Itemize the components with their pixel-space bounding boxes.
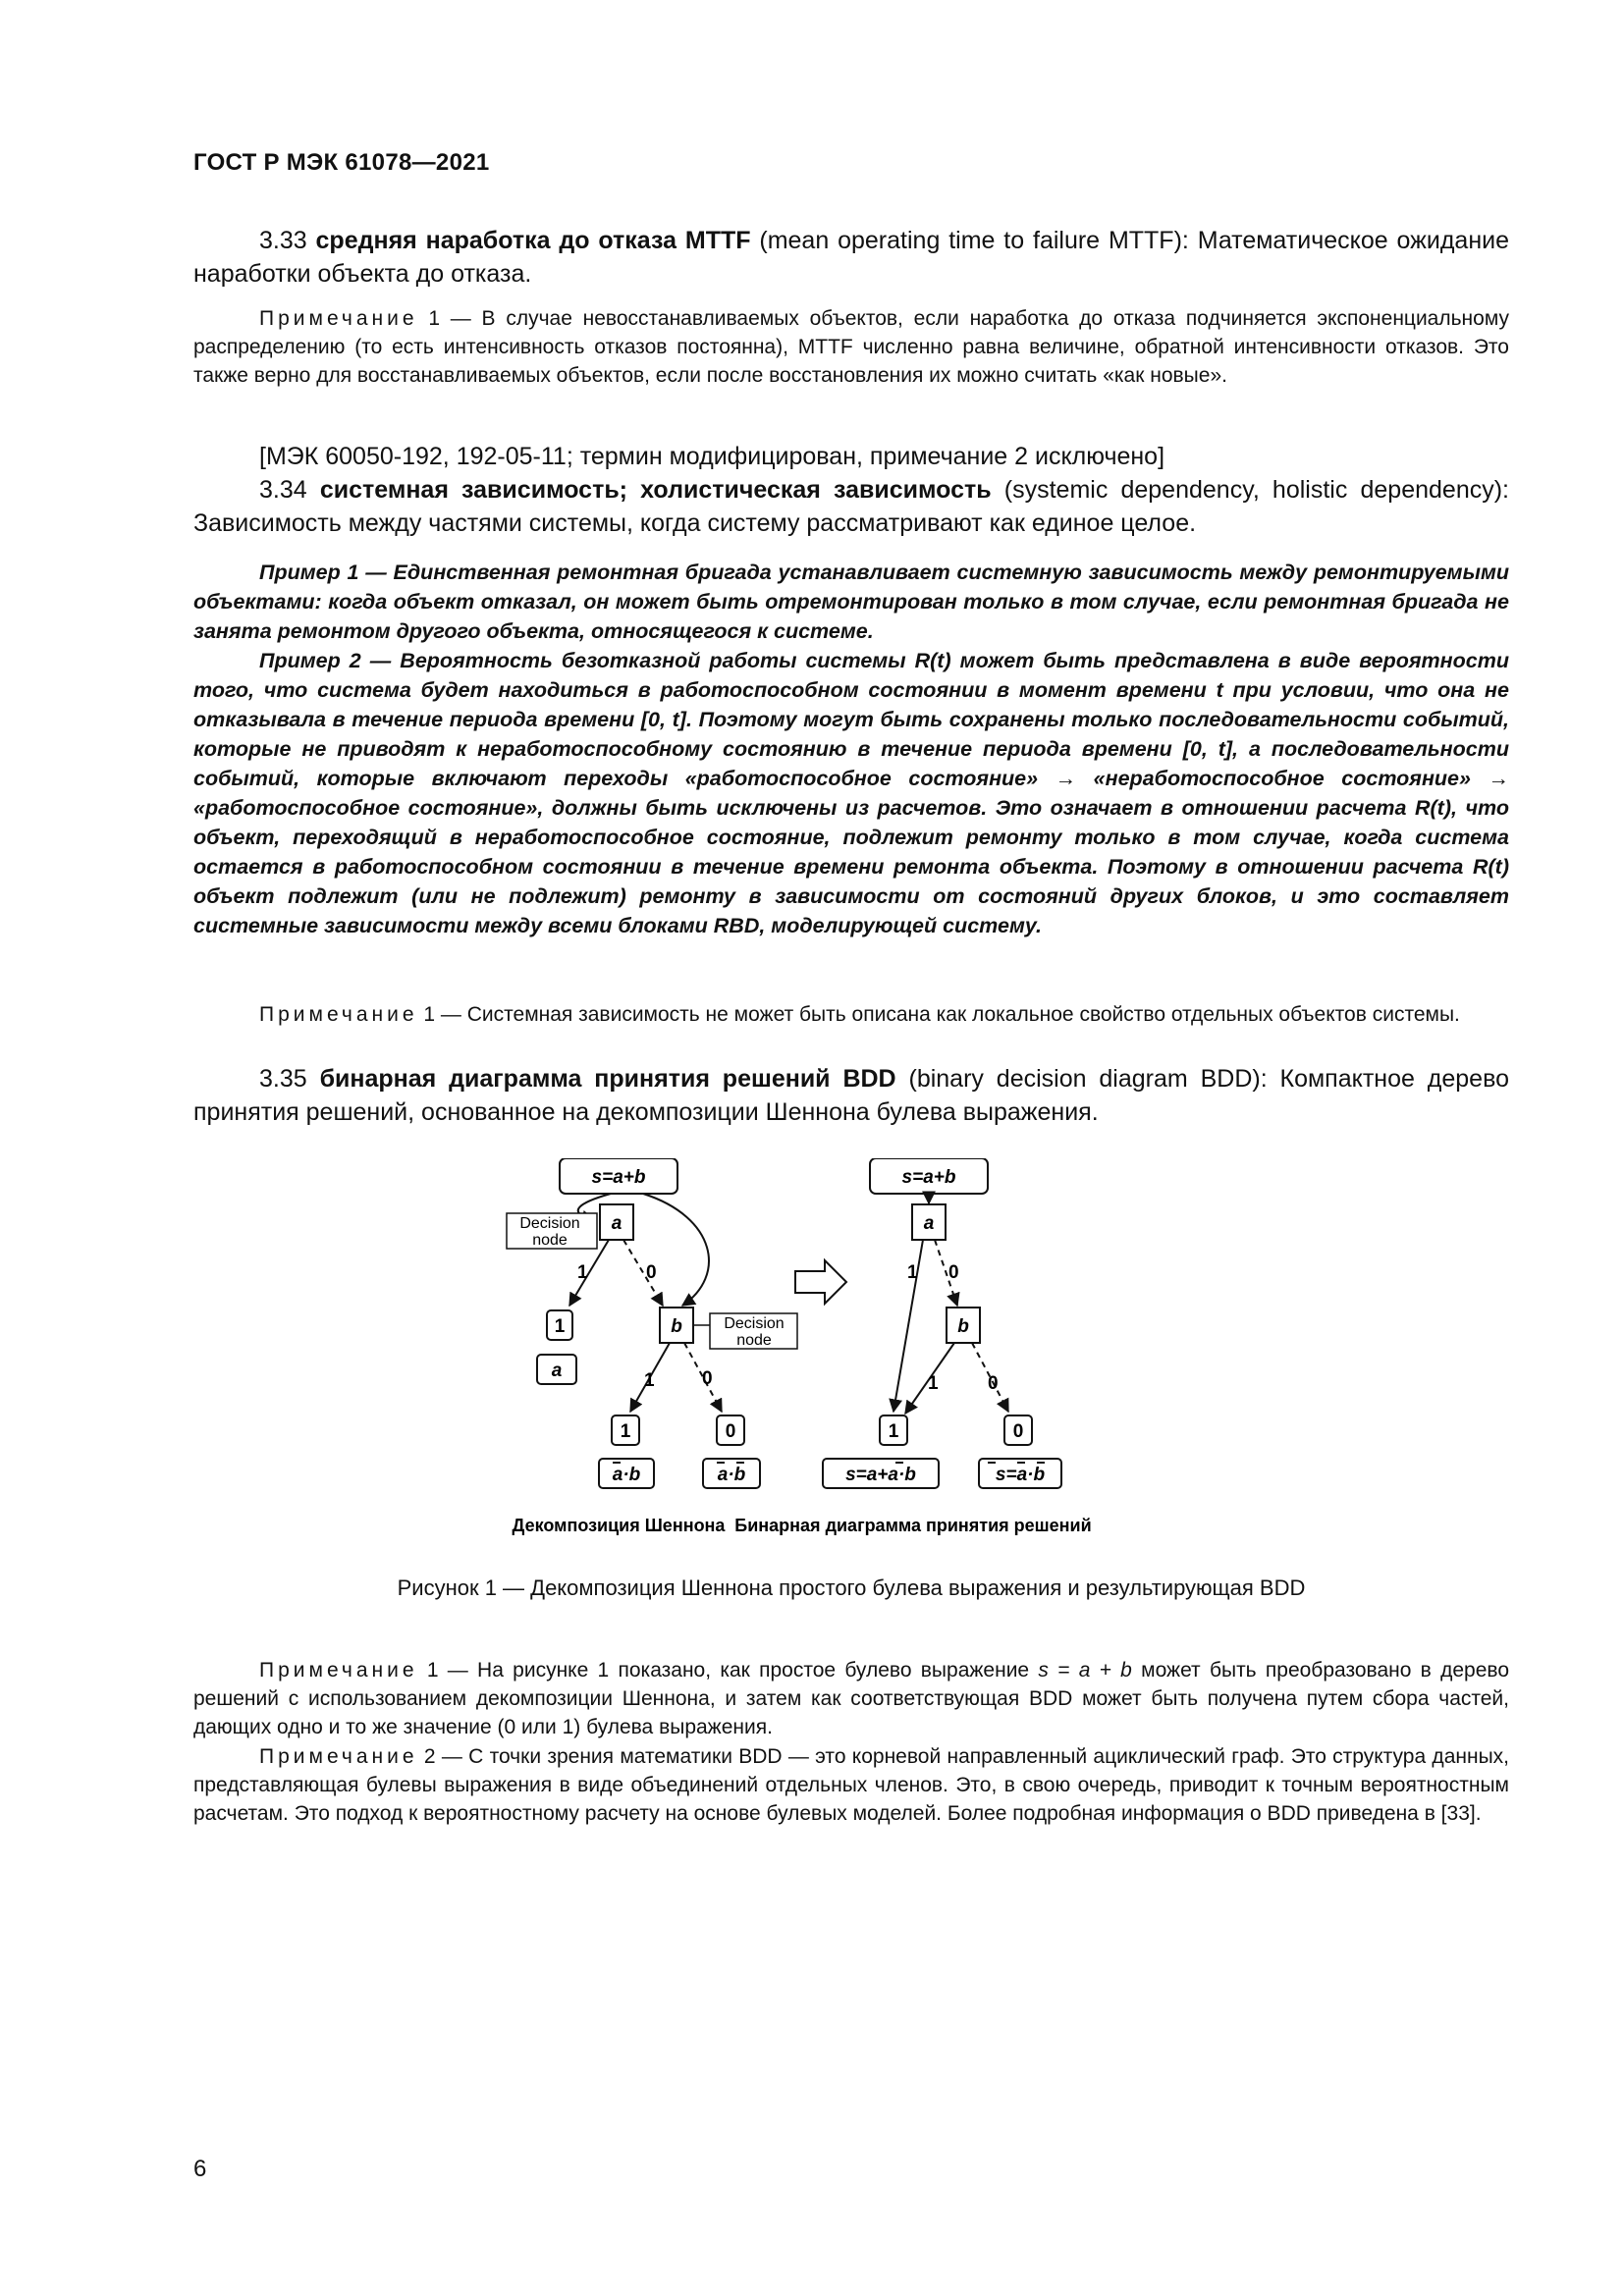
svg-text:node: node [532, 1232, 568, 1249]
term-title: средняя наработка до отказа MTTF [315, 227, 751, 254]
page-header: ГОСТ Р МЭК 61078—2021 [193, 149, 490, 176]
left-tree [507, 1158, 797, 1488]
formula: s = a + b [1038, 1659, 1132, 1682]
term-3-35: 3.35 бинарная диаграмма принятия решений BDD (binary decision diagram BDD): Компактное дерево принятия решений, основанное на декомпозиции Шеннона булева выражения. [193, 1065, 1509, 1126]
svg-text:Decision: Decision [724, 1315, 785, 1332]
svg-text:0: 0 [1012, 1421, 1024, 1442]
svg-text:b: b [671, 1316, 682, 1337]
note-label: Примечание [259, 307, 418, 330]
term-title: системная зависимость; холистическая зависимость [319, 476, 992, 504]
term-title: бинарная диаграмма принятия решений BDD [319, 1065, 896, 1093]
note-figure-2: Примечание 2 — С точки зрения математики BDD — это корневой направленный ациклический граф. Это структура данных, представляющая булевы выражения в виде объединений отдельных членов. Это, в свою очередь, приводит к точным вероятностным расчетам. Это подход к вероятностному расчету на основе булевых моделей. Более подробная информация о BDD приведена в [33]. [193, 1745, 1509, 1825]
svg-text:0: 0 [948, 1262, 959, 1283]
svg-text:a: a [611, 1213, 623, 1234]
expr-s-not: s=a·b [995, 1465, 1046, 1485]
svg-text:Decision: Decision [519, 1215, 580, 1232]
expr-s-plus: s=a+a·b [845, 1465, 916, 1485]
figure-caption: Рисунок 1 — Декомпозиция Шеннона простого булева выражения и результирующая BDD [397, 1575, 1306, 1600]
right-root-label: s=a+b [901, 1167, 956, 1188]
svg-text:1: 1 [888, 1421, 899, 1442]
subcaption-right: Бинарная диаграмма принятия решений [734, 1516, 1092, 1535]
note-3-34: Примечание 1 — Системная зависимость не может быть описана как локальное свойство отдельных объектов системы. [259, 1003, 1460, 1026]
term-3-34: 3.34 системная зависимость; холистическая зависимость (systemic dependency, holistic dependency): Зависимость между частями системы, когда систему рассматривают как единое целое. [193, 476, 1509, 537]
source-reference: [МЭК 60050-192, 192-05-11; термин модифицирован, примечание 2 исключено] [259, 443, 1165, 470]
left-root-label: s=a+b [591, 1167, 646, 1188]
svg-text:1: 1 [554, 1316, 566, 1337]
svg-text:a: a [923, 1213, 935, 1234]
svg-text:0: 0 [702, 1368, 713, 1389]
example-1: Пример 1 — Единственная ремонтная бригада устанавливает системную зависимость между ремонтируемыми объектами: когда объект отказал, он может быть отремонтирован только в том случае, если ремонтная бригада не занята ремонтом другого объекта, относящегося к системе. [193, 561, 1509, 643]
note-label: Примечание [259, 1003, 418, 1026]
svg-text:node: node [736, 1332, 772, 1349]
note-label: Примечание [259, 1659, 418, 1682]
svg-text:0: 0 [988, 1373, 999, 1394]
svg-text:b: b [957, 1316, 969, 1337]
example-2: Пример 2 — Вероятность безотказной работы системы R(t) может быть представлена в виде вероятности того, что система будет находиться в работоспособном состоянии в момент времени t при условии, что она не отказывала в течение периода времени [0, t]. Поэтому могут быть сохранены только последовательности событий, которые не приводят к неработоспособному состоянию в течение периода времени [0, t], а последовательности событий, которые включают переходы «работоспособное состояние» → «неработоспособное состояние» → «работоспособное состояние», должны быть исключены из расчетов. Это означает в отношении расчета R(t), что объект, переходящий в неработоспособное состояние, подлежит ремонту только в том случае, когда система остается в работоспособном состоянии в течение времени ремонта объекта. Поэтому в отношении расчета R(t) объект подлежит (или не подлежит) ремонту в зависимости от состояний других блоков, и это составляет системные зависимости между всеми блоками RBD, моделирующей систему. [193, 649, 1509, 937]
svg-text:1: 1 [577, 1262, 588, 1283]
svg-text:1: 1 [644, 1370, 655, 1391]
note-label: Примечание [259, 1745, 418, 1768]
note-figure-1: Примечание 1 — На рисунке 1 показано, как простое булево выражение s = a + b может быть преобразовано в дерево решений с использованием декомпозиции Шеннона, и затем как соответствующая BDD может быть получена путем сбора частей, дающих одно и то же значение (0 или 1) булева выражения. [193, 1659, 1509, 1738]
expr-nota-notb: a·b [717, 1465, 746, 1485]
right-bdd [823, 1158, 1061, 1488]
term-3-33: 3.33 средняя наработка до отказа MTTF (mean operating time to failure MTTF): Математическое ожидание наработки объекта до отказа. [193, 227, 1509, 288]
expr-nota-b: a·b [612, 1465, 641, 1485]
svg-text:1: 1 [928, 1373, 939, 1394]
subcaption-left: Декомпозиция Шеннона [512, 1516, 726, 1535]
svg-text:1: 1 [907, 1262, 918, 1283]
svg-text:a: a [551, 1361, 563, 1381]
svg-text:0: 0 [646, 1262, 657, 1283]
figure-shannon-bdd [481, 1158, 1227, 1571]
svg-text:0: 0 [725, 1421, 736, 1442]
page-number: 6 [193, 2156, 207, 2182]
note-3-33: Примечание 1 — В случае невосстанавливаемых объектов, если наработка до отказа подчиняется экспоненциальному распределению (то есть интенсивность отказов постоянна), MTTF численно равна величине, обратной интенсивности отказов. Это также верно для восстанавливаемых объектов, если после восстановления их можно считать «как новые». [193, 307, 1509, 387]
svg-text:1: 1 [620, 1421, 631, 1442]
transform-arrow-icon [795, 1260, 846, 1304]
